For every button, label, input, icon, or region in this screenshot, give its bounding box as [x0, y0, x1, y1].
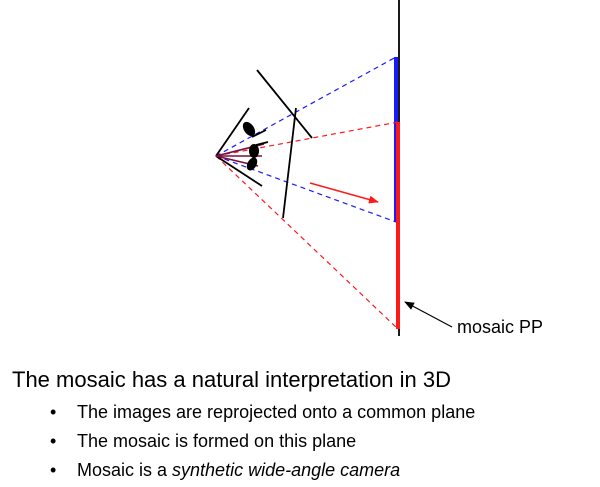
camera-eye-icon — [216, 108, 268, 186]
bullet-text: The images are reprojected onto a common plane — [77, 402, 476, 422]
bullet-text-prefix: Mosaic is a — [77, 460, 173, 480]
bullet-dot: • — [50, 431, 57, 451]
label-pointer-arrow — [405, 302, 452, 327]
blue-ray-top — [216, 57, 396, 156]
blue-ray-bottom — [216, 156, 396, 222]
reprojection-arrow — [310, 183, 378, 202]
mosaic-pp-label: mosaic PP — [457, 317, 544, 337]
bullet-text-emphasis: synthetic wide-angle camera — [172, 460, 401, 480]
slide-heading: The mosaic has a natural interpretation in 3D — [12, 367, 452, 392]
bullet-item — [50, 456, 475, 485]
red-ray-bottom — [216, 156, 398, 329]
bullet-dot: • — [50, 402, 57, 422]
bullet-dot: • — [50, 460, 57, 480]
bullet-text: The mosaic is formed on this plane — [77, 431, 357, 451]
image-plane-2 — [283, 108, 296, 218]
image-plane-1 — [257, 70, 312, 138]
bullet-item — [50, 427, 475, 456]
bullet-list — [50, 398, 475, 485]
bullet-item — [50, 398, 475, 427]
